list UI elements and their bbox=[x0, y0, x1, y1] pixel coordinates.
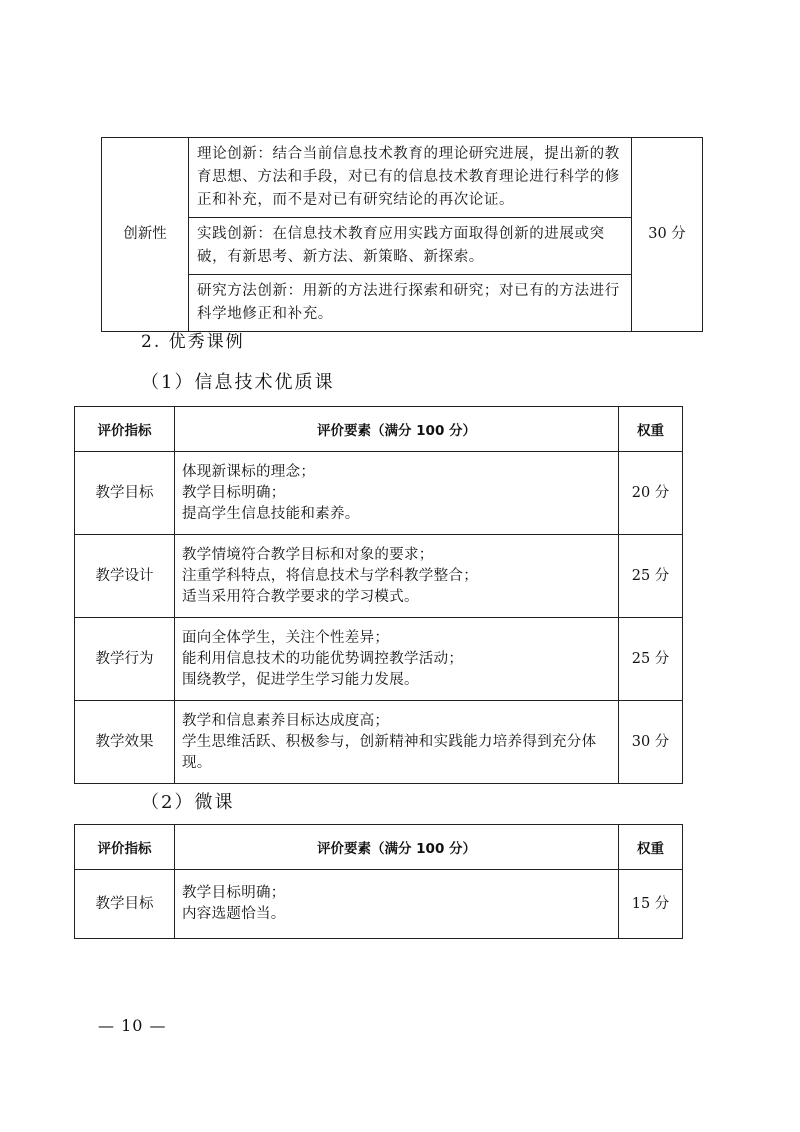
element-line: 体现新课标的理念； bbox=[182, 463, 316, 480]
element-line: 能利用信息技术的功能优势调控教学活动； bbox=[182, 650, 464, 667]
innovation-table bbox=[101, 137, 703, 332]
row-indicator: 教学效果 bbox=[75, 701, 175, 784]
table-header-row bbox=[75, 407, 683, 452]
element-line: 教学目标明确； bbox=[182, 484, 286, 501]
row-indicator: 教学行为 bbox=[75, 618, 175, 701]
innovation-item-method: 研究方法创新：用新的方法进行探索和研究；对已有的方法进行科学地修正和补充。 bbox=[189, 275, 632, 332]
header-weight: 权重 bbox=[619, 825, 683, 870]
row-weight: 30 分 bbox=[619, 701, 683, 784]
header-indicator: 评价指标 bbox=[75, 825, 175, 870]
element-line: 围绕教学，促进学生学习能力发展。 bbox=[182, 671, 419, 688]
row-weight: 25 分 bbox=[619, 618, 683, 701]
table-row bbox=[75, 701, 683, 784]
table-row bbox=[75, 535, 683, 618]
element-line: 学生思维活跃、积极参与，创新精神和实践能力培养得到充分体现。 bbox=[182, 733, 597, 771]
row-elements bbox=[175, 870, 619, 939]
quality-lesson-table bbox=[74, 406, 683, 784]
element-line: 教学目标明确； bbox=[182, 885, 286, 901]
row-elements bbox=[175, 452, 619, 535]
table-row bbox=[75, 452, 683, 535]
table-header-row bbox=[75, 825, 683, 870]
row-indicator: 教学目标 bbox=[75, 870, 175, 939]
row-weight: 25 分 bbox=[619, 535, 683, 618]
heading-micro-lesson: （2）微课 bbox=[141, 792, 235, 813]
element-line: 注重学科特点，将信息技术与学科教学整合； bbox=[182, 567, 478, 584]
innovation-label: 创新性 bbox=[102, 138, 189, 332]
row-weight: 15 分 bbox=[619, 870, 683, 939]
element-line: 教学和信息素养目标达成度高； bbox=[182, 712, 390, 729]
element-line: 内容选题恰当。 bbox=[182, 906, 286, 922]
row-elements bbox=[175, 535, 619, 618]
header-weight: 权重 bbox=[619, 407, 683, 452]
table-row bbox=[75, 618, 683, 701]
row-elements bbox=[175, 701, 619, 784]
header-elements: 评价要素（满分 100 分） bbox=[175, 407, 619, 452]
row-indicator: 教学设计 bbox=[75, 535, 175, 618]
header-indicator: 评价指标 bbox=[75, 407, 175, 452]
header-elements: 评价要素（满分 100 分） bbox=[175, 825, 619, 870]
micro-lesson-table bbox=[74, 824, 683, 939]
row-weight: 20 分 bbox=[619, 452, 683, 535]
heading-quality-lesson: （1）信息技术优质课 bbox=[141, 372, 335, 393]
innovation-item-practice: 实践创新：在信息技术教育应用实践方面取得创新的进展或突破，有新思考、新方法、新策略、新探索。 bbox=[189, 218, 632, 275]
innovation-score: 30 分 bbox=[632, 138, 703, 332]
element-line: 适当采用符合教学要求的学习模式。 bbox=[182, 588, 419, 605]
table-row bbox=[75, 870, 683, 939]
innovation-item-theory: 理论创新：结合当前信息技术教育的理论研究进展，提出新的教育思想、方法和手段，对已有的信息技术教育理论进行科学的修正和补充，而不是对已有研究结论的再次论证。 bbox=[189, 138, 632, 218]
page-number: — 10 — bbox=[98, 1016, 167, 1035]
element-line: 提高学生信息技能和素养。 bbox=[182, 505, 360, 522]
element-line: 教学情境符合教学目标和对象的要求； bbox=[182, 546, 434, 563]
row-indicator: 教学目标 bbox=[75, 452, 175, 535]
heading-excellent-lessons: 2. 优秀课例 bbox=[141, 332, 245, 352]
element-line: 面向全体学生，关注个性差异； bbox=[182, 629, 390, 646]
row-elements bbox=[175, 618, 619, 701]
